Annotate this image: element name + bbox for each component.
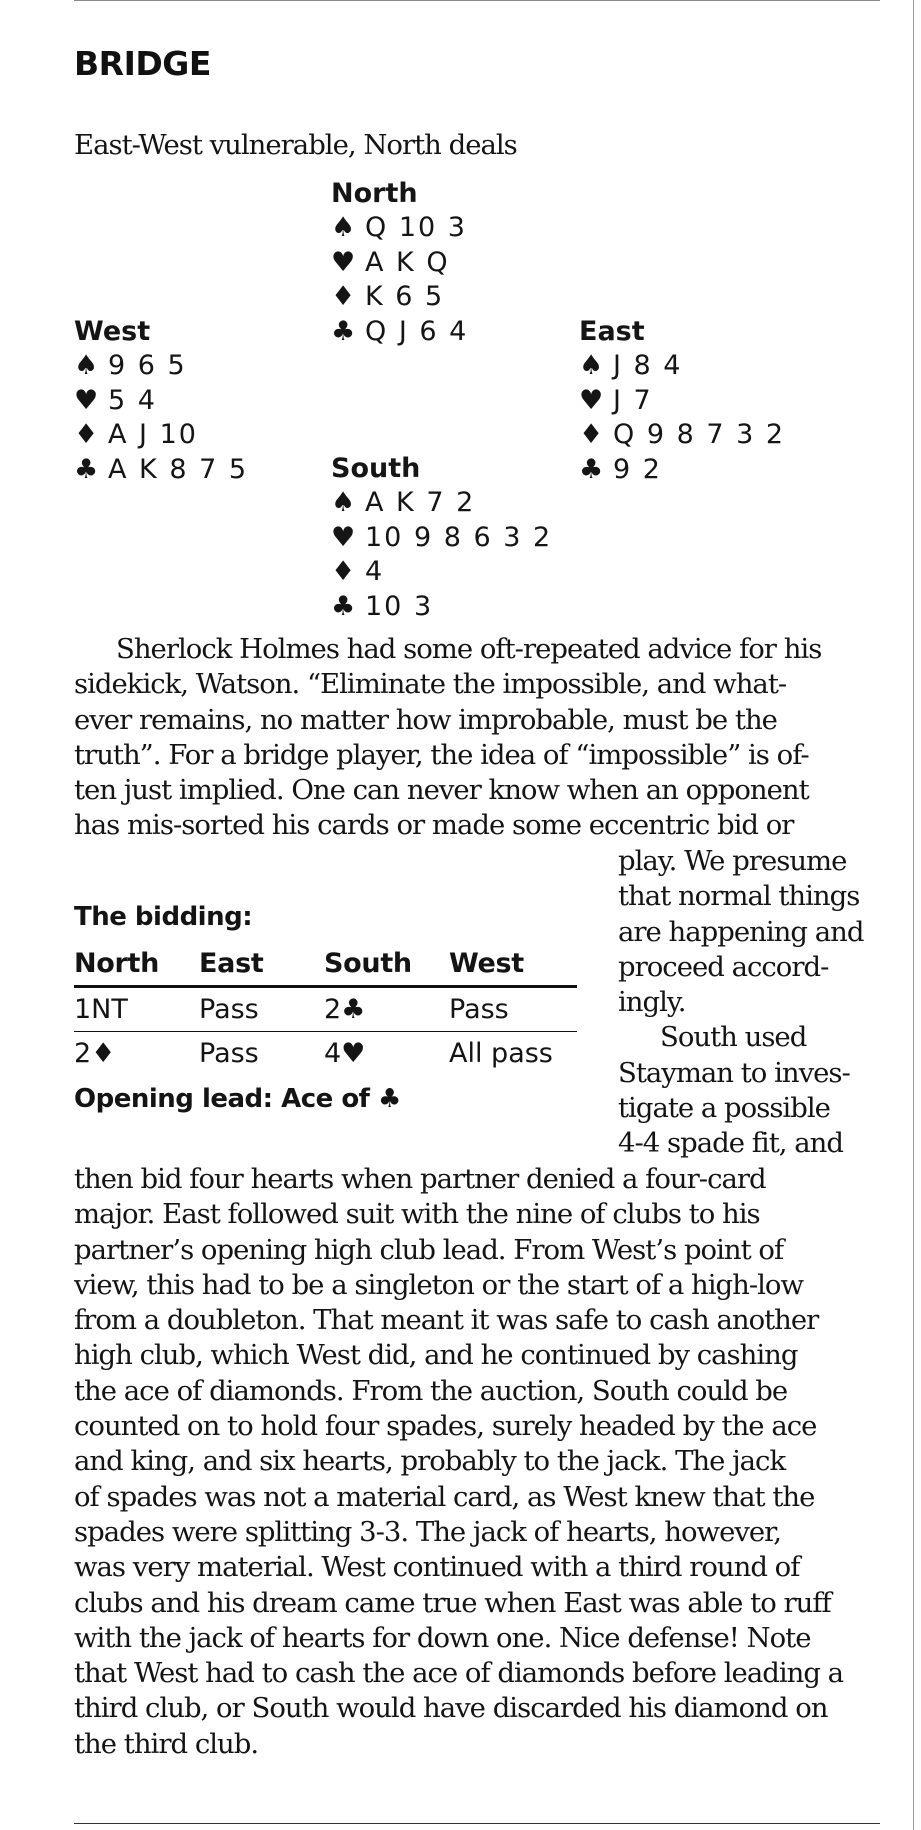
diamond-icon: ♦ [74, 419, 99, 450]
text-line: that West had to cash the ace of diamonds before leading a [74, 1657, 844, 1690]
text-line: 4-4 spade fit, and [618, 1127, 843, 1160]
heart-icon: ♥ [331, 246, 356, 278]
hand-north [331, 177, 468, 349]
text-line: are happening and [618, 915, 864, 948]
spade-icon: ♠ [579, 350, 604, 381]
diamond-icon: ♦ [579, 419, 604, 450]
hand-name: West [74, 316, 151, 347]
text-line: was very material. West continued with a third round of [74, 1551, 800, 1584]
clubs-cards: 10 3 [365, 590, 434, 622]
column-title: BRIDGE [74, 44, 211, 83]
diamonds-cards: Q 9 8 7 3 2 [613, 419, 786, 450]
text-line: partner’s opening high club lead. From West’s point of [74, 1233, 784, 1266]
text-line: ever remains, no matter how improbable, must be the [74, 703, 777, 736]
text-line: third club, or South would have discarded his diamond on [74, 1692, 828, 1725]
diamond-icon: ♦ [331, 281, 356, 312]
diamonds-cards: 4 [365, 556, 385, 587]
text-line: high club, which West did, and he continued by cashing [74, 1339, 798, 1372]
bid-cell: 2♦ [74, 1038, 116, 1069]
hearts-cards: 5 4 [108, 384, 157, 416]
hearts-cards: 10 9 8 6 3 2 [365, 521, 553, 553]
diamond-icon: ♦ [331, 556, 356, 587]
hearts-row [331, 246, 468, 281]
text-line: major. East followed suit with the nine of clubs to his [74, 1198, 760, 1231]
side-column-text [618, 844, 880, 1162]
hand-name: North [331, 178, 418, 209]
clubs-cards: Q J 6 4 [365, 315, 469, 347]
hearts-cards: A K Q [365, 246, 450, 278]
bid-cell: All pass [449, 1038, 553, 1069]
text-line: counted on to hold four spades, surely headed by the ace [74, 1410, 817, 1443]
text-line: the ace of diamonds. From the auction, South could be [74, 1374, 788, 1407]
text-line: view, this had to be a singleton or the start of a high-low [74, 1268, 804, 1301]
top-rule [74, 0, 880, 1]
diamonds-cards: K 6 5 [365, 281, 445, 312]
bottom-rule [74, 1823, 880, 1824]
clubs-cards: A K 8 7 5 [108, 453, 249, 485]
clubs-row [331, 590, 552, 625]
hearts-row [331, 521, 552, 556]
bid-cell: Pass [449, 987, 577, 1032]
main-paragraph [74, 1162, 880, 1762]
spades-cards: Q 10 3 [365, 212, 467, 243]
hand-east [579, 315, 785, 487]
bidding-box [74, 897, 577, 1119]
diamonds-cards: A J 10 [108, 419, 198, 450]
bid-cell: 2♣ [324, 987, 449, 1032]
text-line: Stayman to inves- [618, 1056, 850, 1089]
opening-lead: Opening lead: Ace of ♣ [74, 1084, 401, 1114]
text-line: and king, and six hearts, probably to the jack. The jack [74, 1445, 786, 1478]
header-north: North [74, 941, 199, 987]
hearts-row [579, 384, 785, 419]
text-line: of spades was not a material card, as West knew that the [74, 1480, 815, 1513]
text-line: ten just implied. One can never know when an opponent [74, 774, 809, 807]
bidding-heading: The bidding: [74, 902, 253, 932]
bid-cell: Pass [199, 987, 324, 1032]
text-line: that normal things [618, 880, 860, 913]
club-icon: ♣ [74, 453, 99, 485]
bidding-row [74, 987, 577, 1032]
page-edge [913, 0, 914, 1830]
text-line: play. We presume [618, 845, 847, 877]
text-line: spades were splitting 3-3. The jack of hearts, however, [74, 1515, 782, 1548]
text-line: ingly. [618, 986, 686, 1019]
text-line: sidekick, Watson. “Eliminate the impossible, and what- [74, 668, 787, 701]
text-line: then bid four hearts when partner denied a four-card [74, 1163, 766, 1195]
header-south: South [324, 941, 449, 987]
bid-cell: 1NT [74, 987, 199, 1032]
bidding-table [74, 941, 577, 1075]
spades-cards: A K 7 2 [365, 487, 476, 518]
hand-south [331, 452, 552, 624]
hand-west [74, 315, 248, 487]
clubs-cards: 9 2 [613, 453, 662, 485]
spades-row [331, 486, 552, 521]
heart-icon: ♥ [74, 384, 99, 416]
spades-row [331, 211, 468, 246]
spade-icon: ♠ [74, 350, 99, 381]
text-line: proceed accord- [618, 950, 829, 983]
heart-icon: ♥ [331, 521, 356, 553]
bid-cell: Pass [199, 1038, 259, 1069]
spades-row [74, 349, 248, 384]
club-icon: ♣ [331, 315, 356, 347]
text-line: truth”. For a bridge player, the idea of “impossible” is of- [74, 738, 809, 771]
spades-cards: J 8 4 [613, 350, 683, 381]
spades-row [579, 349, 785, 384]
text-line: from a doubleton. That meant it was safe to cash another [74, 1304, 819, 1337]
hand-name: East [579, 316, 645, 347]
hearts-row [74, 384, 248, 419]
diamonds-row [331, 280, 468, 315]
clubs-row [74, 453, 248, 488]
text-line: with the jack of hearts for down one. Nice defense! Note [74, 1621, 811, 1654]
deal-conditions: East-West vulnerable, North deals [74, 129, 517, 161]
bidding-header-row [74, 941, 577, 987]
bid-cell: 4♥ [324, 1038, 366, 1069]
clubs-row [579, 453, 785, 488]
hearts-cards: J 7 [613, 384, 653, 416]
spades-cards: 9 6 5 [108, 350, 187, 381]
text-line: the third club. [74, 1727, 259, 1760]
diamonds-row [579, 418, 785, 453]
text-line: tigate a possible [618, 1092, 830, 1125]
hand-name: South [331, 453, 421, 484]
club-icon: ♣ [579, 453, 604, 485]
diamonds-row [331, 555, 552, 590]
heart-icon: ♥ [579, 384, 604, 416]
bidding-row [74, 1032, 577, 1076]
diamonds-row [74, 418, 248, 453]
clubs-row [331, 315, 468, 350]
text-line: clubs and his dream came true when East was able to ruff [74, 1586, 831, 1619]
spade-icon: ♠ [331, 487, 356, 518]
text-line: Sherlock Holmes had some oft-repeated advice for his [116, 633, 822, 665]
spade-icon: ♠ [331, 212, 356, 243]
intro-paragraph [74, 632, 880, 844]
header-east: East [199, 941, 324, 987]
text-line: South used [660, 1021, 807, 1054]
text-line: has mis-sorted his cards or made some eccentric bid or [74, 809, 794, 842]
club-icon: ♣ [331, 590, 356, 622]
header-west: West [449, 941, 577, 987]
